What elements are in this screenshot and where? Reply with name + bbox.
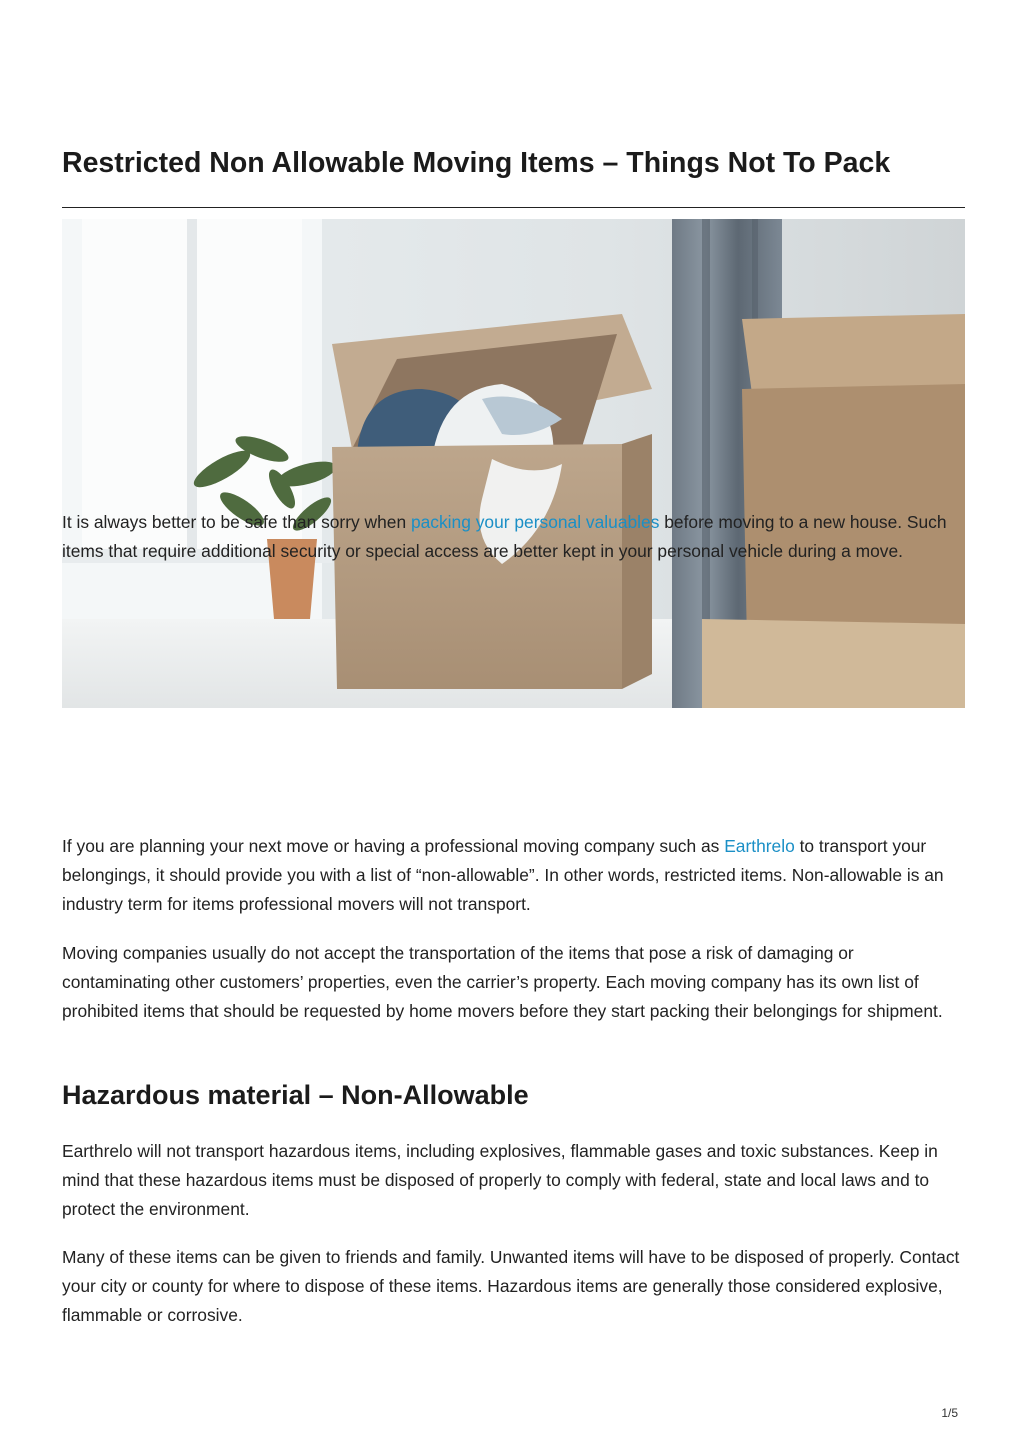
intro-paragraph [62,508,965,566]
intro-text-after: before moving to a new house. Such items that require additional security or special access are better kept in your personal vehicle during a move. [62,512,947,561]
page-title: Restricted Non Allowable Moving Items – Things Not To Pack [62,147,891,179]
packing-valuables-link[interactable]: packing your personal valuables [410,512,660,532]
hazardous-paragraph: Earthrelo will not transport hazardous items, including explosives, flammable gases and toxic substances. Keep in mind that these hazardous items must be disposed of properly to comply with federal, state and local laws and to protect the environment. [62,1141,938,1219]
planning-text-before: If you are planning your next move or having a professional moving company such as [62,836,725,856]
planning-paragraph [62,832,965,919]
title-divider [62,207,965,208]
intro-text-before: It is always better to be safe than sorry when [62,512,411,532]
planning-text-after: to transport your belongings, it should provide you with a list of “non-allowable”. In other words, restricted items. Non-allowable is an industry term for items professional movers will not transport. [62,836,944,914]
disposal-paragraph: Many of these items can be given to friends and family. Unwanted items will have to be disposed of properly. Contact your city or county for where to dispose of these items. Hazardous items are generally those considered explosive, flammable or corrosive. [62,1247,960,1325]
earthrelo-link[interactable]: Earthrelo [724,836,795,856]
moving-companies-paragraph: Moving companies usually do not accept the transportation of the items that pose a risk of damaging or contaminating other customers’ properties, even the carrier’s property. Each moving company has its own list of prohibited items that should be requested by home movers before they start packing their belongings for shipment. [62,943,943,1021]
hero-image [62,219,965,708]
page-number: 1/5 [941,1406,958,1420]
section-heading: Hazardous material – Non-Allowable [62,1080,529,1110]
